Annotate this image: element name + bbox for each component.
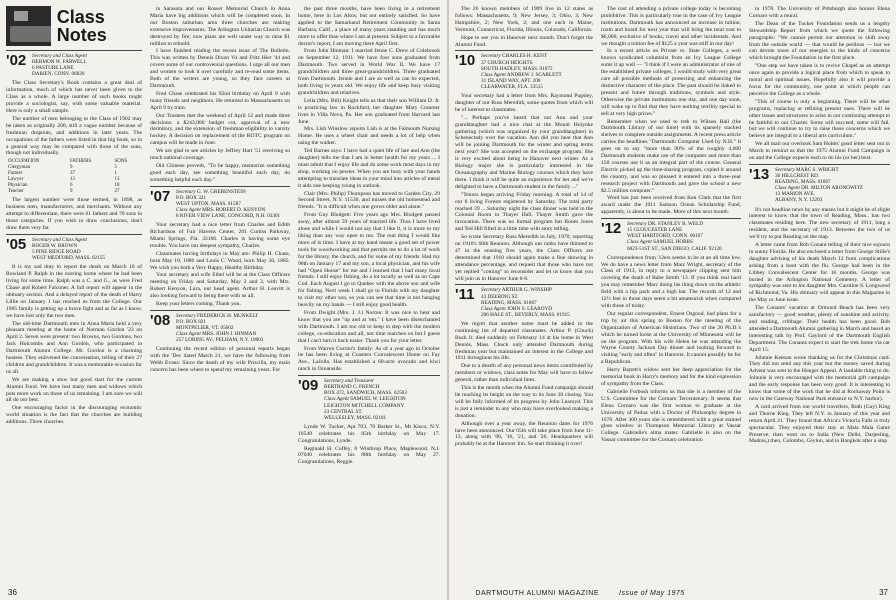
magazine-name: DARTMOUTH ALUMNI MAGAZINE	[475, 590, 599, 597]
class-entry-12: '12 Secretary DR. STANLEY B. WELD 15 GLOUCESTER LANE WEST HARTFORD, CONN. 06107 Class Agent SAMUEL HOBBS 6823-51ST ST., SAN DIEGO, CALIF. 92120	[601, 218, 741, 251]
paragraph: Johnnie Keenan wrote thanking us for the Christmas card. They did not send any this year but the money saved during Advent was sent to the Hunger Appeal. A laudable thing to do. Johnnie is very encouraged with the memorial gift campaign and the early response has been very good. It is interesting to know that some of the work that he did at Rockaway Point is now in the Gateway National Park entrance to N.Y. harbor).	[749, 354, 890, 402]
paragraph: Lynde W. Tucker, Apt 703, 70 Barker St., Mt Kisco, N.Y. 10549 celebrates his 85th birthday on May 17. Congratulations, Lynde.	[298, 423, 440, 444]
class-entry-11: '11 Secretary ARTHUR G. WINSHIP 43 DEERING ST. READING, MASS. 01867 Class Agent JOHN S. LEAROYD 206 HALE ST., BEVERLY, MASS. 01915	[455, 284, 593, 317]
paragraph: The number of men belonging to the Class of 1902 may be taken as originally 200, still a vague number because of freshman dropouts, and additions in later years. The occupations of the fathers were listed in that big book, so in a general way may be compared with those of the sons, though not individually.	[6, 115, 142, 157]
paragraph: Gabrielle Forbush informs us that she is a member of the U.S. Committee for the Cornaro Tercentenary. It seems that Elena Cornaro was the first woman to graduate at the University of Padua with a Doctor of Philosophy degree in 1678. After 300 years she is remembered with a great stained glass window in Thompson Memorial Library at Vassar College. Gabrielle's alma mater. Gabrielle is also on the Vassar committee for the Cornaro celebration	[601, 388, 741, 444]
paragraph: Keep your letters coming. Thank you.	[156, 301, 241, 308]
left-column-2	[150, 6, 290, 375]
paragraph: The Dean of the Tucker Foundation sends us a lengthy Stewardship Report from which we quote the following paragraphs: "We cannot permit our attention to shift away from the outside world — that would be perilous — but we can devote more of our energies to the kinds of concerns which brought the Foundation in the first place.	[749, 20, 890, 62]
paragraph: "This of course is only a beginning. There will be other programs, replacing or refining present ones. There will be other issues and structures to arise in our continuing attempt to be faithful to our Charter. Some will succeed, some will fail, but we will continue to try to raise those concerns which we believe are integral to a liberal arts curriculum."	[749, 98, 890, 140]
class-year: '10	[455, 52, 476, 70]
paragraph: the past three months, have been living in a retirement home, here in Los Altos, but not entirely satisfied. So have applied to the Samarkand Retirement Community in Santa Barbara, Calif., a place of many years standing and has much more to offer than where I am at present. Subject to a favorable doctor's report, I am moving there April first.	[298, 6, 440, 47]
paragraph: "One step we have taken is to revive Chapel as an attempt once again to provide a logical place from which to speak to moral and spiritual issues. Hopefully also it will provide a focus for the community, one point at which people can perceive the College as a whole.	[749, 63, 890, 97]
paragraph: Reginald H. Coffey, 8 Winthrop Place, Maplewood, N.J. 07040 celebrates his 88th birthday on May 27. Congratulations, Reggie.	[298, 445, 440, 466]
paragraph: Your secretary and wife Ethel will be at the Class Officers meeting on Friday and Saturday, May 2 and 3, with Mrs. Robert Kenyon, Lura, our head agent. Arthur H. Leavitt is also looking forward to being there with us all.	[150, 272, 290, 300]
paragraph: The Conants' vacation at Ormond Beach has been very satisfactory — good weather, plenty of sunshine and activity, and reading, cribbage. Their health has been good. Bob attended a Dartmouth Alumni gathering in March and heard an interesting talk by Prof. Gaylord of the Dartmouth English Department. The Conants expect to start the trek home via car April 15.	[749, 305, 890, 353]
class-entry-02: '02 Secretary and Class Agent HERMON W. FARWELL 6 PASTURE LANE DARIEN, CONN. 06820	[6, 50, 142, 77]
class-year: '02	[6, 52, 27, 69]
paragraph: Your secretary had a letter from Mrs. Raymond Pugsley, daughter of our Russ Meredith, some quotes from which will be of interest to classmates.	[455, 93, 593, 113]
paragraph: in Sarasota and our Rosser Memorial Church in Anna Maria have big additions which will be completed soon. In our Boston suburban area three churches are making extensive improvements. The Arlington Unitarian Church was destroyed by fire; now plans are well under way to raise $1 million to rebuild.	[150, 6, 290, 47]
paragraph: Fred Chase celebrated his 92nd birthday on April 9 with many friends and neighbors. He returned to Massachusetts on April 9 by train.	[150, 90, 290, 111]
paragraph: Remember when we used to trek to Wilson Hall (the Dartmouth Library of our time) with its sparsely stacked shelves to complete outside assignments. A recent press article carries the headlines "Dartmouth Computer Used by N.H." It goes on to say "more than 90% of the roughly 4,000 Dartmouth students make use of the computer and more than 150 courses use it as an integral part of the course. General Electric picked up the time-sharing program, copied it around the country, and was so pleased it entered into a three-year research project with Dartmouth and gave the school a new $2.5 million computer."	[601, 118, 741, 194]
issue-date: Issue of May 1975	[619, 590, 685, 597]
class-entry-08: '08 Secretary FREDERICK H. MUNKELT P.O. BOX 821 MONTPELIER, VT. 05602 Class Agent MRS. JOHN J. HINMAN 257 LORING AV., PELHAM, N.Y. 10803	[150, 310, 290, 343]
left-column-1	[6, 6, 142, 427]
right-column-2	[601, 6, 741, 445]
paragraph: A letter came from Bob Conant telling of their nice sojourn in sunny Florida. He also enclosed a letter from George Stille's daughter advising of his death March 12 from complications arising from a bout with the flu. George had been in the Libbey Convalescent Center for 16 months. George was buried in the Arlington National Cemetery. A letter of sympathy was sent to his daughter Mrs. Caroline S. Longwood of Richmond, Va. His obituary will appear in this Magazine in the May or June issue.	[749, 242, 890, 304]
paragraph: So wrote Secretary Russ Meredith in July, 1970, reporting on 1910's 60th Reunion. Although our ranks have thinned to 47 in the ensuing five years, the Class Officers are determined that 1910 should again make a fine showing in attendance percentage, and request that those who have not yet replied "coming" to reconsider and let us know that you will join us in Hanover June 6-8.	[455, 234, 593, 282]
paragraph: We all mail our overlook Sam Hobbs' good letter sent out in March to remind us that the 1975 Alumni Fund Campaign is on and the College expects each to do his (or her) best.	[749, 141, 890, 162]
paragraph: I have finished reading the recent issue of The Bulletin. This was written by Dennis Dixon '61 and Fritz Hier '44 and covers some of our controversial questions. I urge all our men and women to look it over carefully and re-read some items. Both of the writers are young, so they face careers at Dartmouth.	[150, 48, 290, 89]
page-number: 37	[879, 588, 888, 597]
occupation-table: OCCUPATION FATHERS SONS Clergyman 9 5 Farmer 37 1 Lawyer 13 13 Physician 6 18 Teacher 9 27	[8, 159, 128, 195]
paragraph: Harry Barrett's widow sent her deep appreciation for the memorial book in Harry's memory and for the kind expression of sympathy from the Class.	[601, 367, 741, 387]
paragraph: From Dwight (Mrs. J. J.) Norton: It was nice to hear and know that you are "up and at 'em." I have been disenchanted with Dartmouth. I am too old to keep in step with the modern college, co-education and all, not time marches on but I guess that I can't turn it back easier. Thank you for your letter.	[298, 309, 440, 344]
paragraph: We are glad to see articles by Jeffrey Hart '51 receiving so much national coverage.	[150, 148, 290, 162]
class-year: '05	[6, 235, 27, 253]
right-column-3	[749, 6, 890, 446]
class-year: '07	[150, 187, 171, 205]
paragraph: We are making a slow but good start for the current Alumni Fund. We have lost many men and widows which puts more work on those of us remaining. I am sure we will all do our best.	[6, 376, 142, 404]
paragraph: Mrs. Lish Winslow reports Lish is at the Falmouth Nursing Home. He uses a wheel chair and needs a lot of help when using the walker.	[298, 126, 440, 147]
paragraph: in 1978. The University of Pittsburgh also honors Elena Cornaro with a mural.	[749, 6, 890, 19]
page-title: Class Notes	[56, 7, 107, 45]
paragraph: In a recent article on Private vs. State Colleges, a well known syndicated columnist from an Ivy League College sums it up well — "I think if I were an administrator of one of the established private colleges, I would study with very great care all possible methods of protecting and enhancing the distinctive character of the place. The past should be linked to present and future through traditions, symbols and style. Otherwise the private institutions one day, and one day soon, will wake up to find that they have nothing terribly special to sell at very high prices."	[601, 48, 741, 117]
class-year: '08	[150, 312, 171, 329]
left-column-3	[298, 6, 440, 467]
right-column-1	[455, 6, 593, 449]
class-year: '11	[455, 286, 475, 304]
paragraph: The 26 known members of 1909 live in 12 states as follows: Massachusetts, 9; New Jersey, 3; Ohio, 3; New Hampshire, 2; New York, 2; and one each in Maine, Vermont, Connecticut, Florida, Illinois, Colorado, California.	[455, 6, 593, 33]
left-page	[0, 0, 447, 600]
paragraph: A card arrived from our world travellers, Ruth (Gay) King and Thorne King. They left N.Y. in January of this year and return April 21. They found that Africa's Victoria Falls is truly spectacular. They enjoyed their stay at Mala Mala Game Preserve; then went on to India (New Delhi, Darjeeling, Madras,) then, Colombo, Ceylon, and to Bangkok after a stop	[749, 403, 890, 445]
class-notes-header	[6, 6, 142, 46]
paragraph: This is the month when the Alumni Fund campaign should be reaching its height on the way to its June 30 closing. You will be fully informed of its progress by John Learoyd. This is just a reminder to any who may have overlooked making a donation.	[455, 385, 593, 419]
paragraph: Ted Barnes says: I have had a quiet life of late and Ann (the daughter) tells me that I am in better health for my years ... I must admit that I enjoy life and do some work most days in my shop, working on pewter. When you are busy with your hands attempting to translate ideas in your mind into articles of metal it aids one keeping young in outlook.	[298, 148, 440, 189]
class-entry-09: '09 Secretary and Treasurer BERTRAND C. FRENCH BOX 472, SANDWICH, MASS. 02563 Class Agent SAMUEL W. LEIGHTON LEIGHTON MITCHELL COMPANY 23 CENTRAL ST. WELLESLEY, MASS. 02181	[298, 375, 440, 421]
paragraph: Classmates having birthdays in May are: Philip H. Chase, born May 18, 1886 and Louis C. Wood, born May 30, 1885. We wish you both a Very Happy, Healthy Birthday.	[150, 250, 290, 271]
class-entry-05: '05 Secretary and Class Agent ROGER W. BROWN 5 PINE RIDGE ROAD WEST MEDFORD, MASS. 02155	[6, 234, 142, 261]
paragraph: Old Chinese proverb, "To be happy, memorize something good each day, see something beautiful each day, do something helpful each day."	[150, 162, 290, 183]
paragraph: Word has just been received from Ken Clark that the first award under the 1911 Samson Ocean Scholarship Fund, apparently, is about to be made. More of this next month.	[601, 195, 741, 216]
paragraph: One encouraging factor in the discouraging economic world situation is the fact that the churches are building additions. Three churches	[6, 405, 142, 426]
class-year: '12	[601, 220, 622, 238]
right-page	[449, 0, 896, 600]
paragraph: The cost of attending a private college today is becoming prohibitive. This is particularly true in the case of Ivy League institutions. Dartmouth has announced an increase in tuition, room and board for next year that will bring the total cost to $6,000, exclusive of books, travel and other incidentals. And we thought a tuition fee of $125 a year was stiff in our day!	[601, 6, 741, 47]
class-notes-photo	[6, 6, 51, 46]
class-year: '09	[298, 377, 319, 395]
paragraph: Leila (Mrs. Bill) Knight tells us that their son William D. Jr. is practicing law in Rockford, her daughter Mary Cranmer lives in Villa Nova, Pa. Her son graduated from Harvard last June.	[298, 97, 440, 125]
class-year: '13	[749, 165, 770, 183]
paragraph: "Tenors began arriving Friday morning. A total of 14 of our 8 living Forests registered by Saturday. The total party reached 39 ... Saturday night the class dinner was held in the Colonial Room in Thayer Hall. Thayer Smith gave the invocation. There was no formal program but Bones Jones and Ted Hill filled in a little time with story telling.	[455, 191, 593, 233]
paragraph: We regret that another name must be added to the continuing list of departed classmates. Arthur P. (Chuck) Bush Jr. died suddenly on February 14 at his home in West Dennis, Mass. Chuck only attended Dartmouth during freshman year but maintained an interest in the College and 1911 throughout his life.	[455, 320, 593, 362]
paragraph: From Guy Blodgett: Five years ago Mrs. Blodgett passed away, after almost 59 years of married life. Thus I have lived alone and while I would not say that I like it, it is more to my liking than any way open to me. The real thing I would like more of is time. I have at my hand meant a good set of power tools for woodworking and that permits me to do a lot of work for the library, the church, and for some of my friends. Had my 90th on January 17 and my son, a local physician, and his wife had "Open House" for me and I learned that I had many local friends. I still enjoy fishing, do a lot locally as well as on Cape Cod. Each August I go to Quebec with the above son and wife for fishing. Next week I shall go to Florida with my daughter to visit my other son, so you can see that time is not hanging heavily on my hands — I still enjoy good health.	[298, 212, 440, 309]
paragraph: The old-time Dartmouth men in Anna Maria held a very pleasant meeting at the home of Norman Gordon '23 on April 2. Seven were present: two Browns, two Gordons, two Jack Holcombs and Ann Gordon, who participated in Dartmouth Alumni College. Mr. Gordon is a charming hostess. They enlivened the conversation, telling of their 27 children and grandchildren. It was a memorable occasion for us all.	[6, 320, 142, 375]
paragraph: From Warren Currier's family: As of a year ago in October he has been living at Coasters Convalescent Home on Fay Ave., LaJolla. Has established a 60-acre avocado and kiwi ranch in Oceanside.	[298, 345, 440, 373]
paragraph: "... Perhaps you've heard that our Ann and your granddaughter had a nice chat at the Mount Holyoke gathering (which was organized by your granddaughter) in Schenectady over the vacation. Ann did you hear that Ann will be joining Dartmouth for the winter and spring terms next year? She was accepted on the exchange program. She is very excited about being in Hanover next winter. As a Biology major she is particularly interested in the Oceanography and Marine Biology courses which they have there. I think it will be quite an experience for her and we're delighted to have a Dartmouth student in the family ..."	[455, 114, 593, 190]
page-number: 36	[8, 588, 17, 597]
paragraph: Although over a year away, the Reunion dates for 1976 have been announced. Our 65th will take place from June 11-13, along with '06, '16, '21, and '26. Headquarters will probably be at the Hanover Inn. So start thinking it over!	[455, 420, 593, 448]
class-entry-10: '10 Secretary CHARLES H. KENT 37 CHURCH HEIGHTS SOUTH HADLEY, MASS. 01075 Class Agent ANDREW J. SCARLETT 31 ISLAND WAY, APT. 208 CLEARWATER, FLA. 33515	[455, 50, 593, 90]
paragraph: The Class Secretary's Book contains a great deal of information, much of which has never been given to the Class as a whole. A large number of such books might provide a sociologist, say, with some valuable material. Here is only a small sample.	[6, 80, 142, 114]
paragraph: It is my sad duty to report the death on March 18 of Rowland P. Ralph in the nursing home where he had been living for some time. Ralph was a C. and G., as were Fred Chase and Robert Falconer. A full report will appear in the obituary section. And a delayed report of the death of Harry Lillie on January 1 has reached us from the College. Our 1905 family is getting up a brave fight and as far as I know, we have lost only the two men.	[6, 264, 142, 319]
paragraph: Our Trustees met the weekend of April 12 and made three decisions: a $243,000 budget cut, approval of a new dormitory, and the extension of freshman eligibility to varsity hockey. A decision on replacement of the ROTC program on campus will be made in June.	[150, 112, 290, 147]
paragraph: Your secretary had a nice letter from Charles and Edith Richardson of Fair Havens Center, 201 Curtiss Parkway, Miami Springs, Fla. 33166. Charles is having some eye trouble. You have our deepest sympathy, Charles.	[150, 222, 290, 249]
class-entry-13: '13 Secretary MARC S. WRIGHT 36 HILLCREST RD. READING, MASS. 01867 Class Agent DR. MILTON ARONOWITZ 13 MARION AVE. ALBANY, N.Y. 12203	[749, 164, 890, 204]
paragraph: From John Hinman: I married Jenne C. Drew of Colebrook on September 12, 1911. We have four sons graduated from Dartmouth. Two served in World War II. We have 17 grandchildren and three great-grandchildren. Three graduated from Dartmouth. Jennie and I are as well as can be expected, both living in years old. We enjoy life and keep busy visiting grandchildren and relatives.	[298, 48, 440, 96]
paragraph: Hope to see you in Hanover next month. Don't forget the Alumni Fund.	[455, 34, 593, 48]
class-entry-07: '07 Secretary G. W. GREBENSTEIN P.O. BOX 321 WEST UPTON, MASS. 01587 Class Agent MRS. ROBERT D. KENYON 8 RIVER VIEW LANE, CONCORD, N.H. 03301	[150, 186, 290, 219]
paragraph: Correspondence from '12ers seems to be at an all time low. We do have a news letter from Marc Wright, secretary of the Class of 1913, in reply to a newspaper clipping sent him covering the death of Babe Smith '13. If you think real hard you may remember Marc doing his thing down on the athletic field with a hip pack and a high bar. The records of 12 and 12½ feet in those days seem a bit amateurish when compared with those of today.	[601, 254, 741, 309]
paragraph: Due to a dearth of any personal news items contributed by members or widows, class notes for May will have to follow general, rather than individual lines.	[455, 363, 593, 384]
paragraph: Clair (Mrs. Philip) Thompson has moved to Garden City, 29 Second Street, N.Y. 11530, and misses the old homestead and friends. "It is difficult when one grows older and alone."	[298, 190, 440, 211]
paragraph: The largest number were those termed, in 1898, as business men, manufacturers, and merchants. Without any attempt to differentiate, there were 61 fathers and 70 sons in those categories. If you wish to draw conclusions, don't draw them very far.	[6, 197, 142, 231]
paragraph: It's not headline news by any means but it might be of slight interest to know that the town of Reading, Mass., has two classmates residing here. The new secretary of 1911, long a resident, and the secretary of 1913. Between the two of us we'll try to put Reading on the map.	[749, 206, 890, 241]
paragraph: Continuing the recent edition of personal reports began with the 'Dec dated March 21, we have the following from Webb Evans: Since the death of my wife Priscilla, my main concern has been where to spend my remaining years. For	[150, 346, 290, 374]
paragraph: Our regular correspondent, Ernest Osgood, had plans for a trip by air this spring to Boston for the meeting of the Organization of American Historians. Two of the 20 Ph.D.'s which he turned loose at the University of Minnesota will be on the program. With his wife Helen he was attending the Wayne County Jackson Day dinner and looking forward to visiting "early and often" in Hanover. It cannot possibly be for a Republican.	[601, 310, 741, 366]
